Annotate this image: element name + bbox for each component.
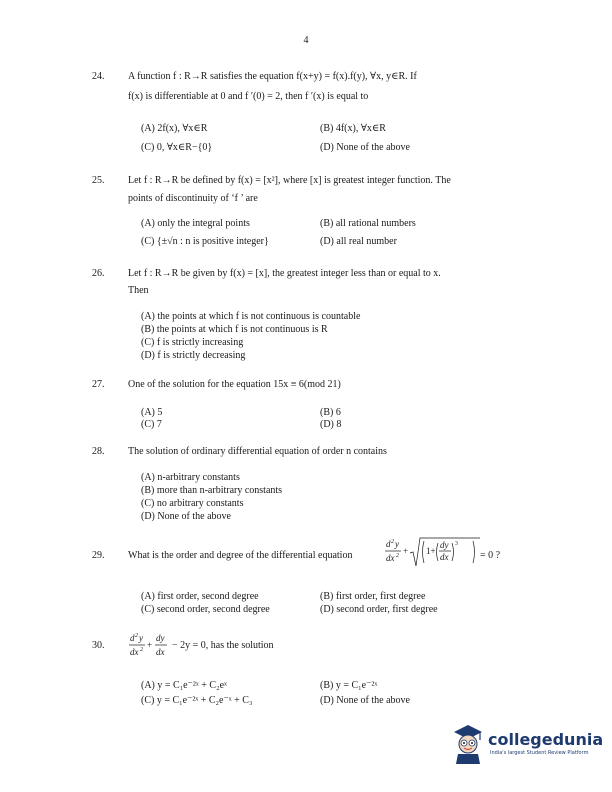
logo-brand: collegedunia	[488, 730, 604, 749]
option-d: (D) second order, first degree	[320, 604, 438, 615]
question-number: 26.	[92, 268, 105, 279]
svg-text:dx: dx	[440, 552, 449, 562]
equation-graphic	[384, 535, 494, 575]
option-d: (D) None of the above	[320, 695, 410, 706]
option-c: (C) no arbitrary constants	[141, 498, 244, 509]
question-text: One of the solution for the equation 15x ≡ 6(mod 21)	[128, 379, 341, 390]
option-b: (B) the points at which f is not continuous is R	[141, 324, 328, 335]
question-text: What is the order and degree of the differential equation	[128, 550, 353, 561]
option-c: (C) y = C₁e⁻²ˣ + C₂e⁻ˣ + C₃	[141, 695, 253, 706]
svg-text:+: +	[147, 640, 153, 650]
option-a: (A) only the integral points	[141, 218, 250, 229]
option-a: (A) 5	[141, 407, 163, 418]
option-c: (C) f is strictly increasing	[141, 337, 244, 348]
question-text: The solution of ordinary differential equation of order n contains	[128, 446, 387, 457]
svg-text:dx: dx	[156, 647, 165, 657]
equation-tail: − 2y = 0, has the solution	[172, 640, 274, 651]
option-a: (A) 2f(x), ∀x∈R	[141, 123, 208, 134]
svg-text:2: 2	[391, 539, 394, 545]
question-number: 28.	[92, 446, 105, 457]
option-b: (B) y = C₁e⁻²ˣ	[320, 680, 378, 691]
equation-tail: = 0 ?	[480, 550, 501, 561]
svg-text:dy: dy	[440, 540, 449, 550]
option-d: (D) all real number	[320, 236, 397, 247]
page-number: 4	[303, 35, 309, 46]
option-a: (A) first order, second degree	[141, 591, 259, 602]
question-text: Let f : R→R be defined by f(x) = [x²], where [x] is greatest integer function. The	[128, 175, 451, 186]
svg-text:d: d	[386, 539, 391, 549]
option-b: (B) more than n-arbitrary constants	[141, 485, 283, 496]
question-text: f(x) is differentiable at 0 and f ′(0) = 2, then f ′(x) is equal to	[128, 91, 369, 102]
svg-text:d: d	[130, 633, 135, 643]
equation	[384, 535, 494, 575]
question-text: points of discontinuity of ‘f ’ are	[128, 193, 258, 204]
option-a: (A) y = C₁e⁻²ˣ + C₂eˣ	[141, 680, 227, 691]
question-number: 27.	[92, 379, 105, 390]
option-b: (B) first order, first degree	[320, 591, 426, 602]
svg-text:2: 2	[135, 633, 138, 639]
equation-graphic	[128, 630, 178, 664]
svg-text:dx: dx	[130, 647, 139, 657]
question-text: Let f : R→R be given by f(x) = [x], the greatest integer less than or equal to x.	[128, 268, 441, 279]
question-number: 24.	[92, 71, 105, 82]
question-number: 29.	[92, 550, 105, 561]
option-b: (B) 6	[320, 407, 341, 418]
svg-text:2: 2	[140, 647, 143, 653]
question-number: 30.	[92, 640, 105, 651]
option-c: (C) second order, second degree	[141, 604, 270, 615]
option-c: (C) 7	[141, 419, 162, 430]
option-a: (A) the points at which f is not continuous is countable	[141, 311, 361, 322]
svg-text:y: y	[139, 633, 143, 643]
option-c: (C) 0, ∀x∈R−{0}	[141, 142, 213, 153]
option-d: (D) f is strictly decreasing	[141, 350, 246, 361]
question-text: Then	[128, 285, 149, 296]
svg-text:3: 3	[455, 541, 458, 547]
svg-text:1+: 1+	[426, 546, 436, 556]
option-d: (D) 8	[320, 419, 342, 430]
equation	[128, 630, 178, 669]
svg-text:2: 2	[396, 553, 399, 559]
svg-text:dx: dx	[386, 553, 395, 563]
option-b: (B) 4f(x), ∀x∈R	[320, 123, 386, 134]
question-text: A function f : R→R satisfies the equation f(x+y) = f(x).f(y), ∀x, y∈R. If	[128, 71, 417, 82]
option-c: (C) {±√n : n is positive integer}	[141, 236, 269, 247]
option-a: (A) n-arbitrary constants	[141, 472, 240, 483]
svg-text:y: y	[395, 539, 399, 549]
option-b: (B) all rational numbers	[320, 218, 416, 229]
svg-text:+: +	[403, 546, 409, 556]
question-number: 25.	[92, 175, 105, 186]
mascot-icon	[450, 720, 486, 764]
svg-text:dy: dy	[156, 633, 165, 643]
option-d: (D) None of the above	[320, 142, 410, 153]
option-d: (D) None of the above	[141, 511, 231, 522]
logo-tagline: India's largest Student Review Platform	[490, 750, 589, 756]
collegedunia-logo	[450, 716, 604, 776]
